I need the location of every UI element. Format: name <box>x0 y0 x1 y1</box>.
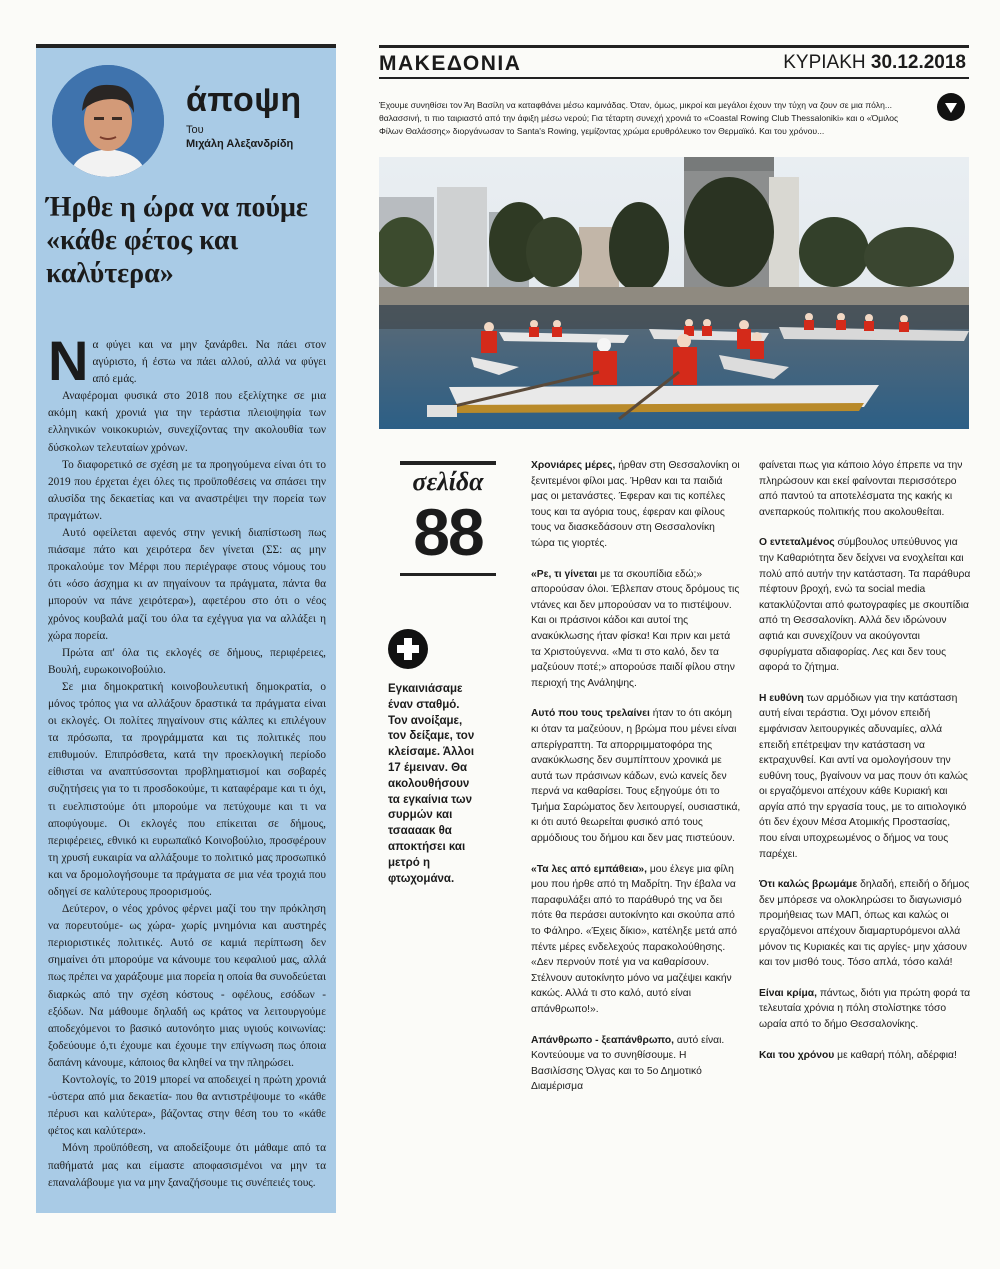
article-paragraph <box>759 458 971 520</box>
opinion-body <box>48 329 326 1192</box>
article-paragraph <box>759 877 971 971</box>
dropcap: Ν <box>48 329 89 392</box>
opinion-first-paragraph <box>48 329 326 392</box>
paragraph-text: μου έλεγε μια φίλη μου που ήρθε από τη Μαδρίτη. Την έβαλα να παραφυλάξει από το παράθυρό της να δει πότε θα περάσει αυτοκίνητο και σκούπα από το Φάληρο. «Έχεις δίκιο», κατέληξε μετά από πέντε μέρες ενδελεχούς παρακολούθησης. «Δεν περνούν ποτέ για να καθαρίσουν. Στέλνουν αυτοκίνητο μόνο να μαζέψει κακήν κακώς. Αλλά τι στο καλό, αυτό είναι απάνθρωπο!». <box>531 863 738 1015</box>
opinion-label: άποψη <box>186 81 302 119</box>
article-paragraph <box>759 1048 971 1064</box>
paragraph-text: αυτό είναι. Κοντεύουμε να το συνηθίσουμε. Η Βασιλίσσης Όλγας και το 5ο Δημοτικό Διαμέρισμα <box>531 1034 725 1093</box>
date-day: ΚΥΡΙΑΚΗ <box>783 52 866 73</box>
plus-circle-icon <box>388 629 428 669</box>
page-word: σελίδα <box>412 467 484 496</box>
header-bottom-rule <box>379 77 969 79</box>
paragraph-lead: Και του χρόνου <box>759 1049 835 1061</box>
paragraph-text: με καθαρή πόλη, αδέρφια! <box>834 1049 957 1061</box>
header-top-rule <box>379 45 969 48</box>
paragraph-lead: Χρονιάρες μέρες, <box>531 460 616 471</box>
opinion-paragraph: Κοντολογίς, το 2019 μπορεί να αποδειχεί η πρώτη χρονιά -ύστερα από μια δεκαετία- που θα αντιστρέψουμε το «κάθε πέρυσι και καλύτερα», βάζοντας στην θέση του το «κάθε φέτος και καλύτερα». <box>48 1074 326 1138</box>
article-paragraph <box>531 862 741 1018</box>
paragraph-lead: Είναι κρίμα, <box>759 987 817 999</box>
paragraph-text: με τα σκουπίδια εδώ;» απορούσαν όλοι. Έβλεπαν στους δρόμους τις ντάνες και δεν μπορούσαν να το πιστέψουν. Και οι πράσινοι κάδοι και αυτοί της ανακύκλωσης ήταν φίσκα! Και πριν και μετά τα Χριστούγεννα. «Μα τι στο καλό, δεν τα μαζεύουν ποτέ;» απορούσε παιδί φίλου στην περιοχή της Ανάληψης. <box>531 568 740 689</box>
paragraph-text: ήρθαν στη Θεσσαλονίκη οι ξενιτεμένοι φίλοι μας. Ήρθαν και τα παιδιά μας οι μετανάστες. Έφεραν και τις κοπέλες τους και τα αγόρια τους, έφεραν και φίλους τους να διασκεδάσουν στη Θεσσαλονίκη τώρα τις γιορτές. <box>531 460 740 549</box>
page-reference-box <box>400 461 496 574</box>
opinion-paragraph: Σε μια δημοκρατική κοινοβουλευτική δημοκρατία, ο μόνος τρόπος για να αλλάξουν δραστικά τα πράγματα είναι οι εκλογές. Οι πολίτες πηγαίνουν στις κάλπες κι επιλέγουν τα πρόσωπα, τα προγράμματα και τις πολιτικές που επιθυμούν. Επιπρόσθετα, κατά την προεκλογική περίοδο είθισται να αναπτύσσονται προβληματισμοί και σοβαρές συζητήσεις για το τι προσδοκούμε, τι καταφέραμε και τι όχι, τι ευελπιστούμε ότι μπορούμε να πετύχουμε και τι να αποφύγουμε. Οι εκλογές που επίκειται σε δήμους, περιφέρειες, εθνικό κι ευρωπαϊκό Κοινοβούλιο, προσφέρουν τη χρυσή ευκαιρία να αλλάξουμε το πολιτικό μας προσωπικό και να δρομολογήσουμε τα πράγματα σε μια νέα τροχιά που οδηγεί σε καλύτερους προορισμούς. <box>48 680 326 898</box>
paragraph-lead: Ο εντεταλμένος <box>759 537 835 549</box>
opinion-author: Μιχάλη Αλεξανδρίδη <box>186 138 294 150</box>
side-note: Εγκαινιάσαμε έναν σταθμό. Τον ανοίξαμε, τον δείξαμε, τον κλείσαμε. Άλλοι 17 έμειναν. Θα ακολουθήσουν τα εγκαίνια των συρμών και τσαααακ θα αποκτήσει και μετρό η φτωχομάνα. <box>388 683 475 885</box>
article-paragraph <box>759 986 971 1033</box>
paragraph-lead: Η ευθύνη <box>759 692 804 704</box>
article-paragraph <box>531 706 741 846</box>
page-box-bottom-rule <box>400 573 496 576</box>
paragraph-lead: «Ρε, τι γίνεται <box>531 568 598 580</box>
opinion-headline: Ήρθε η ώρα να πούμε «κάθε φέτος και καλύτερα» <box>46 192 308 289</box>
paragraph-lead: Αυτό που τους τρελαίνει <box>531 708 650 720</box>
article-paragraph <box>759 535 971 675</box>
article-paragraph <box>531 458 741 552</box>
down-arrow-circle-icon <box>937 93 965 121</box>
paragraph-text: φαίνεται πως για κάποιο λόγο έπρεπε να την πληρώσουν και εκεί φαίνονται περισσότερο από παντού τα αποτελέσματα της κακής κι ανεπαρκούς πολιτικής που ακολουθείται. <box>759 460 963 518</box>
opinion-paragraph: Πρώτα απ' όλα τις εκλογές σε δήμους, περιφέρειες, Βουλή, ευρωκοινοβούλιο. <box>48 646 326 676</box>
opinion-paragraph: Δεύτερον, ο νέος χρόνος φέρνει μαζί του την πρόκληση να πορευτούμε- ως χώρα- χωρίς μνημόνια και αυστηρές περιοριστικές πολιτικές. Αυτό σε καμιά περίπτωση δεν σημαίνει ότι μπορούμε να κάνουμε του κεφαλιού μας, αλλά πως πρέπει να χαράξουμε μια πορεία η οποία θα συνοδεύεται διαρκώς από την σχέση κόστους - οφέλους, εσόδων - εξόδων. Να μάθουμε δηλαδή ως κράτος να λειτουργούμε αποδεχόμενοι το βασικό αυτονόητο μιας υγιούς κοινωνίας: ξοδεύουμε ό,τι έχουμε και έχουμε την επίγνωση πως όποια δαπάνη κάνουμε, κάποιος θα κληθεί να την πληρώσει. <box>48 903 326 1069</box>
header-date <box>783 52 966 74</box>
opinion-paragraph: Το διαφορετικό σε σχέση με τα προηγούμενα είναι ότι το 2019 που έρχεται έχει όλες τις προϋποθέσεις να σπάσει την αλυσίδα της δεκαετίας και να αναστρέψει την πορεία των πραγμάτων. <box>48 458 326 522</box>
opinion-column <box>36 47 336 1213</box>
article-column-b <box>759 458 971 1078</box>
date-value: 30.12.2018 <box>870 52 966 73</box>
opinion-top-rule <box>36 44 336 48</box>
article-paragraph <box>531 1033 741 1095</box>
opinion-paragraph: Μόνη προϋπόθεση, να αποδείξουμε ότι μάθαμε από τα παθήματά μας και είμαστε αποφασισμένοι να μην τα επαναλάβουμε για να μην ξαναζήσουμε τις συνέπειές τους. <box>48 1142 326 1189</box>
page-number: 88 <box>413 495 483 569</box>
first-paragraph-text: α φύγει και να μην ξανάρθει. Να πάει στον αγύριστο, ή έστω να πάει αλλού, αλλά να φύγει από εμάς. <box>92 339 326 386</box>
paragraph-lead: «Τα λες από εμπάθεια», <box>531 863 647 875</box>
paragraph-lead: Απάνθρωπο - ξεαπάνθρωπο, <box>531 1034 675 1046</box>
paragraph-lead: Ότι καλώς βρωμάμε <box>759 879 858 891</box>
section-title: ΜΑΚΕΔΟΝΙΑ <box>379 52 522 75</box>
paragraph-text: πάντως, διότι για πρώτη φορά τα τελευταία χρόνια η πόλη στολίστηκε τόσο ωραία από το δήμο Θεσσαλονίκης. <box>759 987 971 1030</box>
opinion-by: Του <box>186 124 204 136</box>
paragraph-text: δηλαδή, επειδή ο δήμος δεν μπόρεσε να ολοκληρώσει το διαγωνισμό προμήθειας των ΜΑΠ, όπως και καλώς οι εργαζόμενοι απέχουν διαμαρτυρόμενοι αλλά μόνον τις Κυριακές και τις αργίες- μην χάσουν και τον μισθό τους. Τόσο απλά, τόσο καλά! <box>759 879 970 969</box>
paragraph-text: ήταν το ότι ακόμη κι όταν τα μαζεύουν, η βρώμα που μένει είναι απερίγραπτη. Τα απορριμματοφόρα της ανακύκλωσης δεν συμπίπτουν χρονικά με αυτά των πράσινων κάδων, ενώ κανείς δεν περνά να καθαρίσει. Τους εξηγούμε ότι το Τμήμα Σαρώματος δεν λειτουργεί, ουσιαστικά, κι ότι αυτό θεωρείται φυσικό από τους αρμόδιους του δήμου και δεν μας πιστεύουν. <box>531 708 741 845</box>
opinion-paragraph: Αυτό οφείλεται αφενός στην γενική διαπίστωση πως πιάσαμε πάτο και χειρότερα δεν γίνεται (ΣΣ: ας μην προκαλούμε τον Μέρφι που περιέγραφε στους νόμους του ότι «όσο άσχημα κι αν πηγαίνουν τα πράγματα, πάντα θα μπορούν να πάνε χειρότερα»), αφετέρου στο ότι ο νέος χρόνος κουβαλά μαζί του όλα τα εχέγγυα για να αλλάξει η χώρα πορεία. <box>48 527 326 642</box>
paragraph-text: των αρμόδιων για την κατάσταση αυτή είναι τεράστια. Όχι μόνον επειδή εμφάνισαν λειτουργικές αδυναμίες, αλλά επειδή επέτρεψαν την κατάσταση να εκτραχυνθεί. Και αντί να ομολογήσουν την ευθύνη τους, βγαίνουν να μας πουν ότι καλώς οι εργαζόμενοι απέχουν κάθε Κυριακή και αργία από την εργασία τους, με το αιτιολογικό ότι δεν έχουν Μέσα Ατομικής Προστασίας, που είναι υποχρεωμένος ο δήμος να τους παρέχει. <box>759 692 968 860</box>
article-paragraph <box>759 691 971 863</box>
paragraph-text: σύμβουλος υπεύθυνος για την Καθαριότητα δεν δείχνει να ενοχλείται και πολύ από αυτήν την κατάσταση. Τα παράθυρα πέφτουν βροχή, ενώ τα social media κατακλύζονται από φωτογραφίες με σκουπίδια από τη Θεσσαλονίκη. Αλλά δεν ιδρώνουν αφτιά και συνεχίζουν να ακούγονται σφυρίγματα αδιαφορίας. Λες και δεν τους αφορά το ζήτημα. <box>759 537 971 674</box>
opinion-paragraph: Αναφέρομαι φυσικά στο 2018 που εξελίχτηκε σε μια ακόμη κακή χρονιά για την τεράστια πλειοψηφία των ελληνικών νοικοκυριών, συνεχίζοντας την ακολουθία των δύσκολων τελευταίων χρόνων. <box>48 390 326 454</box>
author-avatar <box>52 65 164 177</box>
santa-rowing-photo <box>379 157 969 429</box>
page-box-top-rule <box>400 461 496 465</box>
article-paragraph <box>531 567 741 692</box>
article-column-a <box>531 458 741 1110</box>
photo-intro-text: Έχουμε συνηθίσει τον Άη Βασίλη να καταφθάνει μέσω καμινάδας. Όταν, όμως, μικροί και μεγάλοι έχουν την τύχη να ζουν σε μια πόλη... θαλασσινή, τι πιο ταιριαστό από την άφιξη μέσω νερού; Για τέταρτη συνεχή χρονιά το «Coastal Rowing Club Thessaloniki» και ο «Όμιλος Φίλων Θαλάσσης» διοργάνωσαν το Santa's Rowing, γεμίζοντας χρώμα ερυθρόλευκο τον Θερμαϊκό. Και του χρόνου... <box>379 100 899 136</box>
